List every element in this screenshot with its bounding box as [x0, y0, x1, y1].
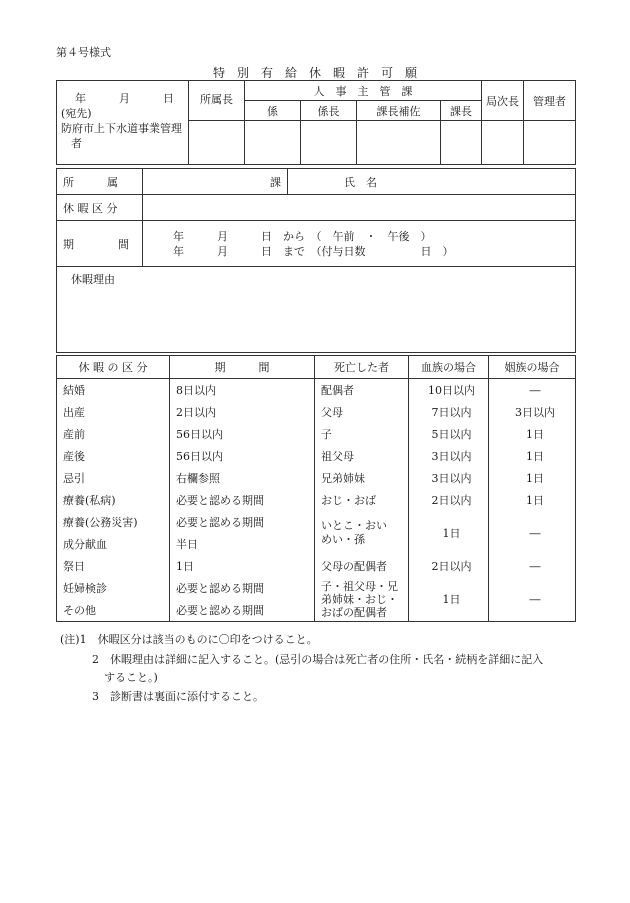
leave-type[interactable]: 療養(私病) [57, 489, 170, 511]
affinity-days: 1日 [489, 489, 576, 511]
leave-type[interactable]: 祭日 [57, 555, 170, 577]
note-2a: 2 休暇理由は詳細に記入すること。(忌引の場合は死亡者の住所・氏名・続柄を詳細に記入 [92, 653, 544, 666]
period-end: 年 月 日 まで （付与日数 日 ） [173, 244, 454, 258]
shozoku-label: 所 属 [57, 169, 143, 195]
table-row [57, 555, 576, 577]
kikan-field[interactable] [143, 221, 576, 267]
info-table [56, 168, 576, 353]
blood-days: 10日以内 [409, 379, 489, 402]
blood-days: 2日以内 [409, 555, 489, 577]
reason-label: 休暇理由 [71, 273, 115, 286]
affinity-days: 1日 [489, 467, 576, 489]
reason-field[interactable] [57, 267, 576, 353]
deceased [315, 511, 409, 555]
leave-type-table [56, 355, 576, 622]
affinity-days: 3日以内 [489, 401, 576, 423]
affinity-days: 1日 [489, 445, 576, 467]
blood-days: 2日以内 [409, 489, 489, 511]
leave-period: 必要と認める期間 [170, 577, 315, 599]
shozokucho-stamp[interactable] [189, 121, 245, 165]
leave-period: 半日 [170, 533, 315, 555]
table-row [57, 423, 576, 445]
kyuka-kubun-field[interactable] [143, 195, 576, 221]
leave-type[interactable]: 産後 [57, 445, 170, 467]
leave-period: 必要と認める期間 [170, 489, 315, 511]
blood-days: 7日以内 [409, 401, 489, 423]
affinity-days: 1日 [489, 423, 576, 445]
shozokucho-header: 所属長 [189, 81, 245, 121]
jinji-header: 人 事 主 管 課 [245, 81, 482, 101]
kachohosa-header: 課長補佐 [357, 101, 441, 121]
leave-type[interactable]: 結婚 [57, 379, 170, 402]
kakaricho-stamp[interactable] [301, 121, 357, 165]
leave-type[interactable]: 療養(公務災害) [57, 511, 170, 533]
deceased: 父母の配偶者 [315, 555, 409, 577]
deceased-line: おばの配偶者 [321, 605, 387, 619]
kyokujicho-stamp[interactable] [482, 121, 524, 165]
leave-period: 1日 [170, 555, 315, 577]
kakari-header: 係 [245, 101, 301, 121]
kacho-header: 課長 [441, 101, 482, 121]
leave-period: 必要と認める期間 [170, 599, 315, 622]
blood-days: 1日 [409, 511, 489, 555]
leave-period: 必要と認める期間 [170, 511, 315, 533]
leave-type[interactable]: 忌引 [57, 467, 170, 489]
col-header-deceased: 死亡した者 [315, 356, 409, 379]
affinity-days: ― [489, 577, 576, 622]
kikan-label: 期 間 [57, 221, 143, 267]
affinity-days: ― [489, 511, 576, 555]
form-title: 特 別 有 給 休 暇 許 可 願 [212, 66, 417, 80]
blood-days: 3日以内 [409, 445, 489, 467]
deceased: 兄弟姉妹 [315, 467, 409, 489]
kakaricho-header: 係長 [301, 101, 357, 121]
affinity-days: ― [489, 379, 576, 402]
col-header-type: 休 暇 の 区 分 [57, 356, 170, 379]
col-header-affinity: 姻族の場合 [489, 356, 576, 379]
name-field[interactable] [288, 169, 576, 195]
kakari-stamp[interactable] [245, 121, 301, 165]
kanrisha-stamp[interactable] [524, 121, 576, 165]
leave-period: 56日以内 [170, 423, 315, 445]
date-addressee-cell[interactable] [57, 81, 189, 165]
kanrisha-header: 管理者 [524, 81, 576, 121]
leave-type[interactable]: その他 [57, 599, 170, 622]
note-2b: すること。) [104, 671, 158, 684]
table-row [57, 379, 576, 402]
approval-table [56, 80, 576, 165]
col-header-period: 期 間 [170, 356, 315, 379]
kyokujicho-header: 局次長 [482, 81, 524, 121]
deceased-line: めい・孫 [321, 533, 365, 546]
table-row [57, 401, 576, 423]
deceased-line: 子・祖父母・兄 [321, 579, 398, 593]
deceased: 子 [315, 423, 409, 445]
note-1: (注)1 休暇区分は該当のものに〇印をつけること。 [60, 633, 318, 646]
kyuka-kubun-label: 休 暇 区 分 [57, 195, 143, 221]
period-start: 年 月 日 から （ 午前 ・ 午後 ） [173, 229, 432, 243]
leave-period: 2日以内 [170, 401, 315, 423]
leave-type[interactable]: 成分献血 [57, 533, 170, 555]
col-header-blood: 血族の場合 [409, 356, 489, 379]
table-row [57, 445, 576, 467]
deceased [315, 577, 409, 622]
blood-days: 1日 [409, 577, 489, 622]
blood-days: 3日以内 [409, 467, 489, 489]
kachohosa-stamp[interactable] [357, 121, 441, 165]
kacho-stamp[interactable] [441, 121, 482, 165]
deceased-line: 弟姉妹・おじ・ [321, 592, 398, 606]
ka-label: 課 [270, 175, 281, 189]
leave-type[interactable]: 妊婦検診 [57, 577, 170, 599]
note-3: 3 診断書は裏面に添付すること。 [92, 690, 264, 703]
deceased-line: いとこ・おい [321, 519, 387, 532]
date-field: 年 月 日 [75, 92, 174, 105]
table-row [57, 467, 576, 489]
blood-days: 5日以内 [409, 423, 489, 445]
deceased: 父母 [315, 401, 409, 423]
table-row [57, 489, 576, 511]
leave-period: 右欄参照 [170, 467, 315, 489]
deceased: 祖父母 [315, 445, 409, 467]
affinity-days: ― [489, 555, 576, 577]
addressee-name: 防府市上下水道事業管理者 [61, 122, 182, 150]
leave-period: 56日以内 [170, 445, 315, 467]
table-row [57, 577, 576, 599]
leave-type[interactable]: 産前 [57, 423, 170, 445]
shimei-label: 氏 名 [344, 175, 377, 189]
deceased: 配偶者 [315, 379, 409, 402]
leave-type[interactable]: 出産 [57, 401, 170, 423]
shozoku-field[interactable] [143, 169, 288, 195]
leave-period: 8日以内 [170, 379, 315, 402]
deceased: おじ・おば [315, 489, 409, 511]
table-row [57, 511, 576, 533]
form-number: 第４号様式 [56, 46, 111, 59]
addressee-label: (宛先) [61, 107, 92, 120]
